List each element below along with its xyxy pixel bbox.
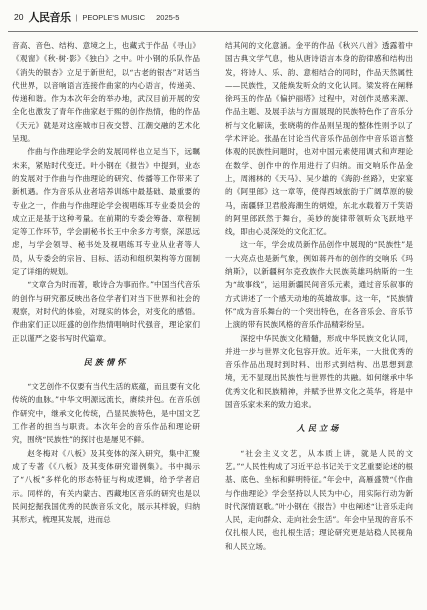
page-number: 20 bbox=[14, 12, 24, 22]
paragraph: 这一年，学会成员新作品创作中展现的“民族性”是一大亮点也是新气象，例如蒋丹布的创作的交响乐《玛纳斯》，以新疆柯尔克孜族作大民族英雄玛纳斯的一生为“故事线”，运用新疆民间音乐元素，通过音乐叙事的方式讲述了一个感天动地的英雄故事。这一年，“民族情怀”成为音乐舞台的一个突出特色，在各音乐会、音乐节上演的带有民族风格的音乐作品精彩纷呈。 bbox=[225, 240, 413, 330]
paragraph: 赵冬梅对《八板》及其变体的深入研究，集中汇聚成了专著《《八板》及其变体研究谱例集》。书中揭示了“八板”多样化的形态特征与构成逻辑，给予学者启示。同样的，有关内蒙古、西藏地区音乐的研究也是以民间挖掘我国优秀的民族音乐文化，展示其样貌，归纳其形式，梳理其发展，进而总 bbox=[12, 448, 200, 525]
header-separator: | bbox=[75, 12, 78, 22]
issue-number: 2025-5 bbox=[156, 12, 180, 22]
magazine-english-title: PEOPLE'S MUSIC bbox=[82, 12, 146, 22]
paragraph: 作曲与作曲理论学会的发展同样也立足当下，远瞩未来，紧贴时代变迁。叶小钢在《报告》中提到，业态的发展对于作曲与作曲理论的研究、传播等工作带来了新机遇。作为音乐从业者培养训练中最基础、最重要的专业之一，作曲与作曲理论学会视唱练耳专业委员会的成立正是基于这种考量。在前期的专委会筹备、章程制定等工作环节，学会副秘书长王中余多方考察，深思远虑，与学会领导、秘书处及视唱练耳专业从业者等人员，从专委会的宗旨、目标、活动和组织架构等方面制定了详细的规划。 bbox=[12, 147, 200, 277]
paragraph: 音高、音色、结构、意境之上，也藏式于作品《寻山》《观窗》《秋·树·影》《独白》之中。叶小钢的乐队作品《消失的银杏》立足于新世纪，以“古老的银杏”对话当代世界，以音响语言连接作曲家的内心语言，传递美、传递和谐。作为本次年会的举办地，武汉目前开展的安全化也激发了青年作曲家赵于熙的创作热情，他的作品《天元》就是对这座城市日夜交替、江潮交融的艺术化呈现。 bbox=[12, 41, 200, 144]
paragraph: 深挖中华民族文化精髓，形成中华民族文化认同，并进一步与世界文化包容开放。近年来，一大批优秀的音乐作品出现时到时料、出形式到结构、出思想到意境，无不显现出民族性与世界性的共融。如何继承中华优秀文化和民族精神，并赋予世界文化之英华，将是中国音乐家未来的致力追求。 bbox=[225, 333, 413, 410]
paragraph: 结其间的文化意涵。金平的作品《秋兴八首》透露着中国古典文学气息，他从唐诗语言本身的韵律感和结构出发，将诗人、乐、韵、意相结合的同时，作品天然属性——民族性，又能焕发听众的文化认同。梁发将在阐释徐玛玉的作品《偏护丽塔》过程中，对创作灵感来源、作品主题、及展手法与方面展现的民族特色作了音乐分析与文化解读，张晓萌的作品则呈现的整体性则予以了学术评论。张晶在讨论当代音乐作品创作中音乐语言整体观的民族性问题时，也对中国元素使用调式和声理论在数学、创作中的作用进行了归纳。而交响乐作品金上，周湘林的《天马》、吴少雄的《海韵·丝路》，史家宴的《阿里郎》这一章等，使得西域旅韵于广阔草原的骏马，南疆驿卫君殷海潮生的炳煌，东北水载着万千笑语的阿里郎跃然于舞台，美妙的旋律带领听众飞跃地平线，即由心灵深处的文化汇忆。 bbox=[225, 41, 413, 237]
left-column bbox=[12, 39, 200, 603]
header-rule bbox=[8, 31, 418, 32]
page-header bbox=[8, 9, 418, 25]
paragraph: “文章合为时而著，歌诗合为事而作。”中国当代音乐的创作与研究都反映出各位学者们对当下世界和社会的观察，对时代的体验，对现实的体会，对变化的感悟。作曲家们正以旺盛的创作热情唱响时代强音，理论家们正以谨严之姿书写时代篇章。 bbox=[12, 280, 200, 343]
section-heading: 民族情怀 bbox=[83, 356, 129, 367]
section-heading: 人民立场 bbox=[296, 423, 342, 434]
magazine-logo: 人民音乐 bbox=[28, 11, 71, 24]
right-column bbox=[225, 39, 413, 603]
paragraph: “社会主义文艺，从本质上讲，就是人民的文艺。”“人民性构成了习近平总书记关于文艺重要论述的根基、底色、坐标和鲜明特征。”年会中，高雁盛赞“《作曲与作曲理论》学会坚持以人民为中心，用实际行动为新时代深情讴歌。”叶小钢在《报告》中也阐述“让音乐走向人民，走向群众、走向社会生活”。年会中呈现的音乐不仅扎根人民，也扎根生活；理论研究更是站稳人民视角和人民立场。 bbox=[225, 448, 413, 551]
paragraph: “文艺创作不仅要有当代生活的底蕴，而且要有文化传统的血脉。”中华文明源远流长，赓续并包。在音乐创作研究中，继承文化传统，凸显民族特色，是中国文艺工作者的担当与职责。本次年会的音乐作品和理论研究，围绕“民族性”的探讨也是屡见不鲜。 bbox=[12, 382, 200, 445]
